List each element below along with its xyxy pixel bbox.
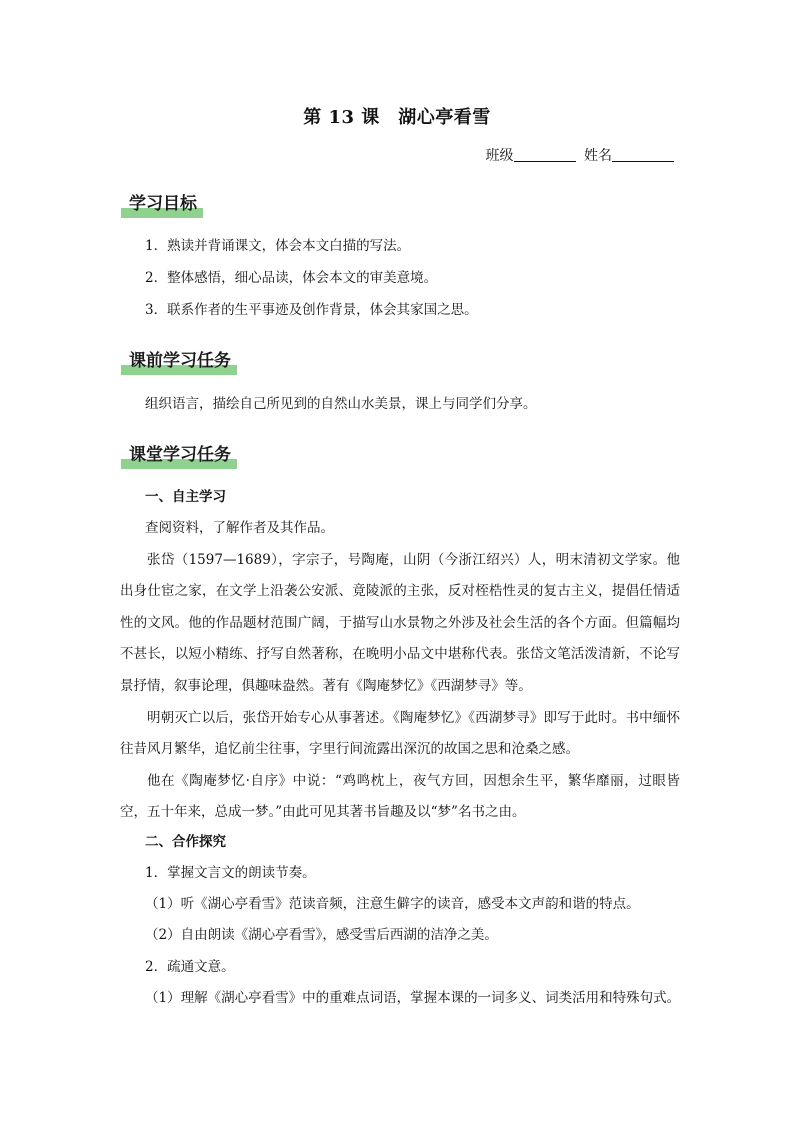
task-subitem: （1）理解《湖心亭看雪》中的重难点词语，掌握本课的一词多义、词类活用和特殊句式。 <box>145 990 681 1006</box>
pre-class-task: 组织语言，描绘自己所见到的自然山水美景，课上与同学们分享。 <box>145 396 537 412</box>
section-heading-objectives: 学习目标 <box>121 190 203 218</box>
class-label: 班级 <box>485 148 514 164</box>
history-paragraph: 明朝灭亡以后，张岱开始专心从事著述。《陶庵梦忆》《西湖梦寻》即写于此时。书中缅怀往昔风月繁华，追忆前尘往事，字里行间流露出深沉的故国之思和沧桑之感。 <box>120 710 680 758</box>
name-blank <box>612 147 674 162</box>
part1-intro: 查阅资料，了解作者及其作品。 <box>145 520 334 536</box>
objective-item: 1．熟读并背诵课文，体会本文白描的写法。 <box>145 238 411 254</box>
task-item: 1．掌握文言文的朗读节奏。 <box>145 865 316 881</box>
quote-paragraph: 他在《陶庵梦忆·自序》中说：“鸡鸣枕上，夜气方回，因想余生平，繁华靡丽，过眼皆空，五十年来，总成一梦。”由此可见其著书旨趣及以“梦”名书之由。 <box>120 773 680 821</box>
part1-heading: 一、自主学习 <box>145 489 226 505</box>
task-item: 2．疏通文意。 <box>145 959 235 975</box>
author-paragraph: 张岱（1597—1689），字宗子，号陶庵，山阴（今浙江绍兴）人，明末清初文学家。他出身仕宦之家，在文学上沿袭公安派、竟陵派的主张，反对桎梏性灵的复古主义，提倡任情适性的文风。他的作品题材范围广阔，于描写山水景物之外涉及社会生活的各个方面。但篇幅均不甚长，以短小精练、抒写自然著称，在晚明小品文中堪称代表。张岱文笔活泼清新，不论写景抒情，叙事论理，俱趣味盎然。著有《陶庵梦忆》《西湖梦寻》等。 <box>120 552 680 694</box>
section-heading-in-class: 课堂学习任务 <box>121 441 237 469</box>
part2-heading: 二、合作探究 <box>145 834 226 850</box>
section-heading-pre-class: 课前学习任务 <box>121 347 237 375</box>
class-name-line <box>486 145 674 165</box>
lesson-title: 第 13 课 湖心亭看雪 <box>303 107 491 128</box>
class-blank <box>514 147 576 162</box>
objective-item: 2．整体感悟，细心品读，体会本文的审美意境。 <box>145 270 438 286</box>
task-subitem: （1）听《湖心亭看雪》范读音频，注意生僻字的读音，感受本文声韵和谐的特点。 <box>145 896 640 912</box>
task-subitem: （2）自由朗读《湖心亭看雪》，感受雪后西湖的洁净之美。 <box>145 927 498 943</box>
objective-item: 3．联系作者的生平事迹及创作背景，体会其家国之思。 <box>145 302 478 318</box>
name-label: 姓名 <box>584 148 612 164</box>
